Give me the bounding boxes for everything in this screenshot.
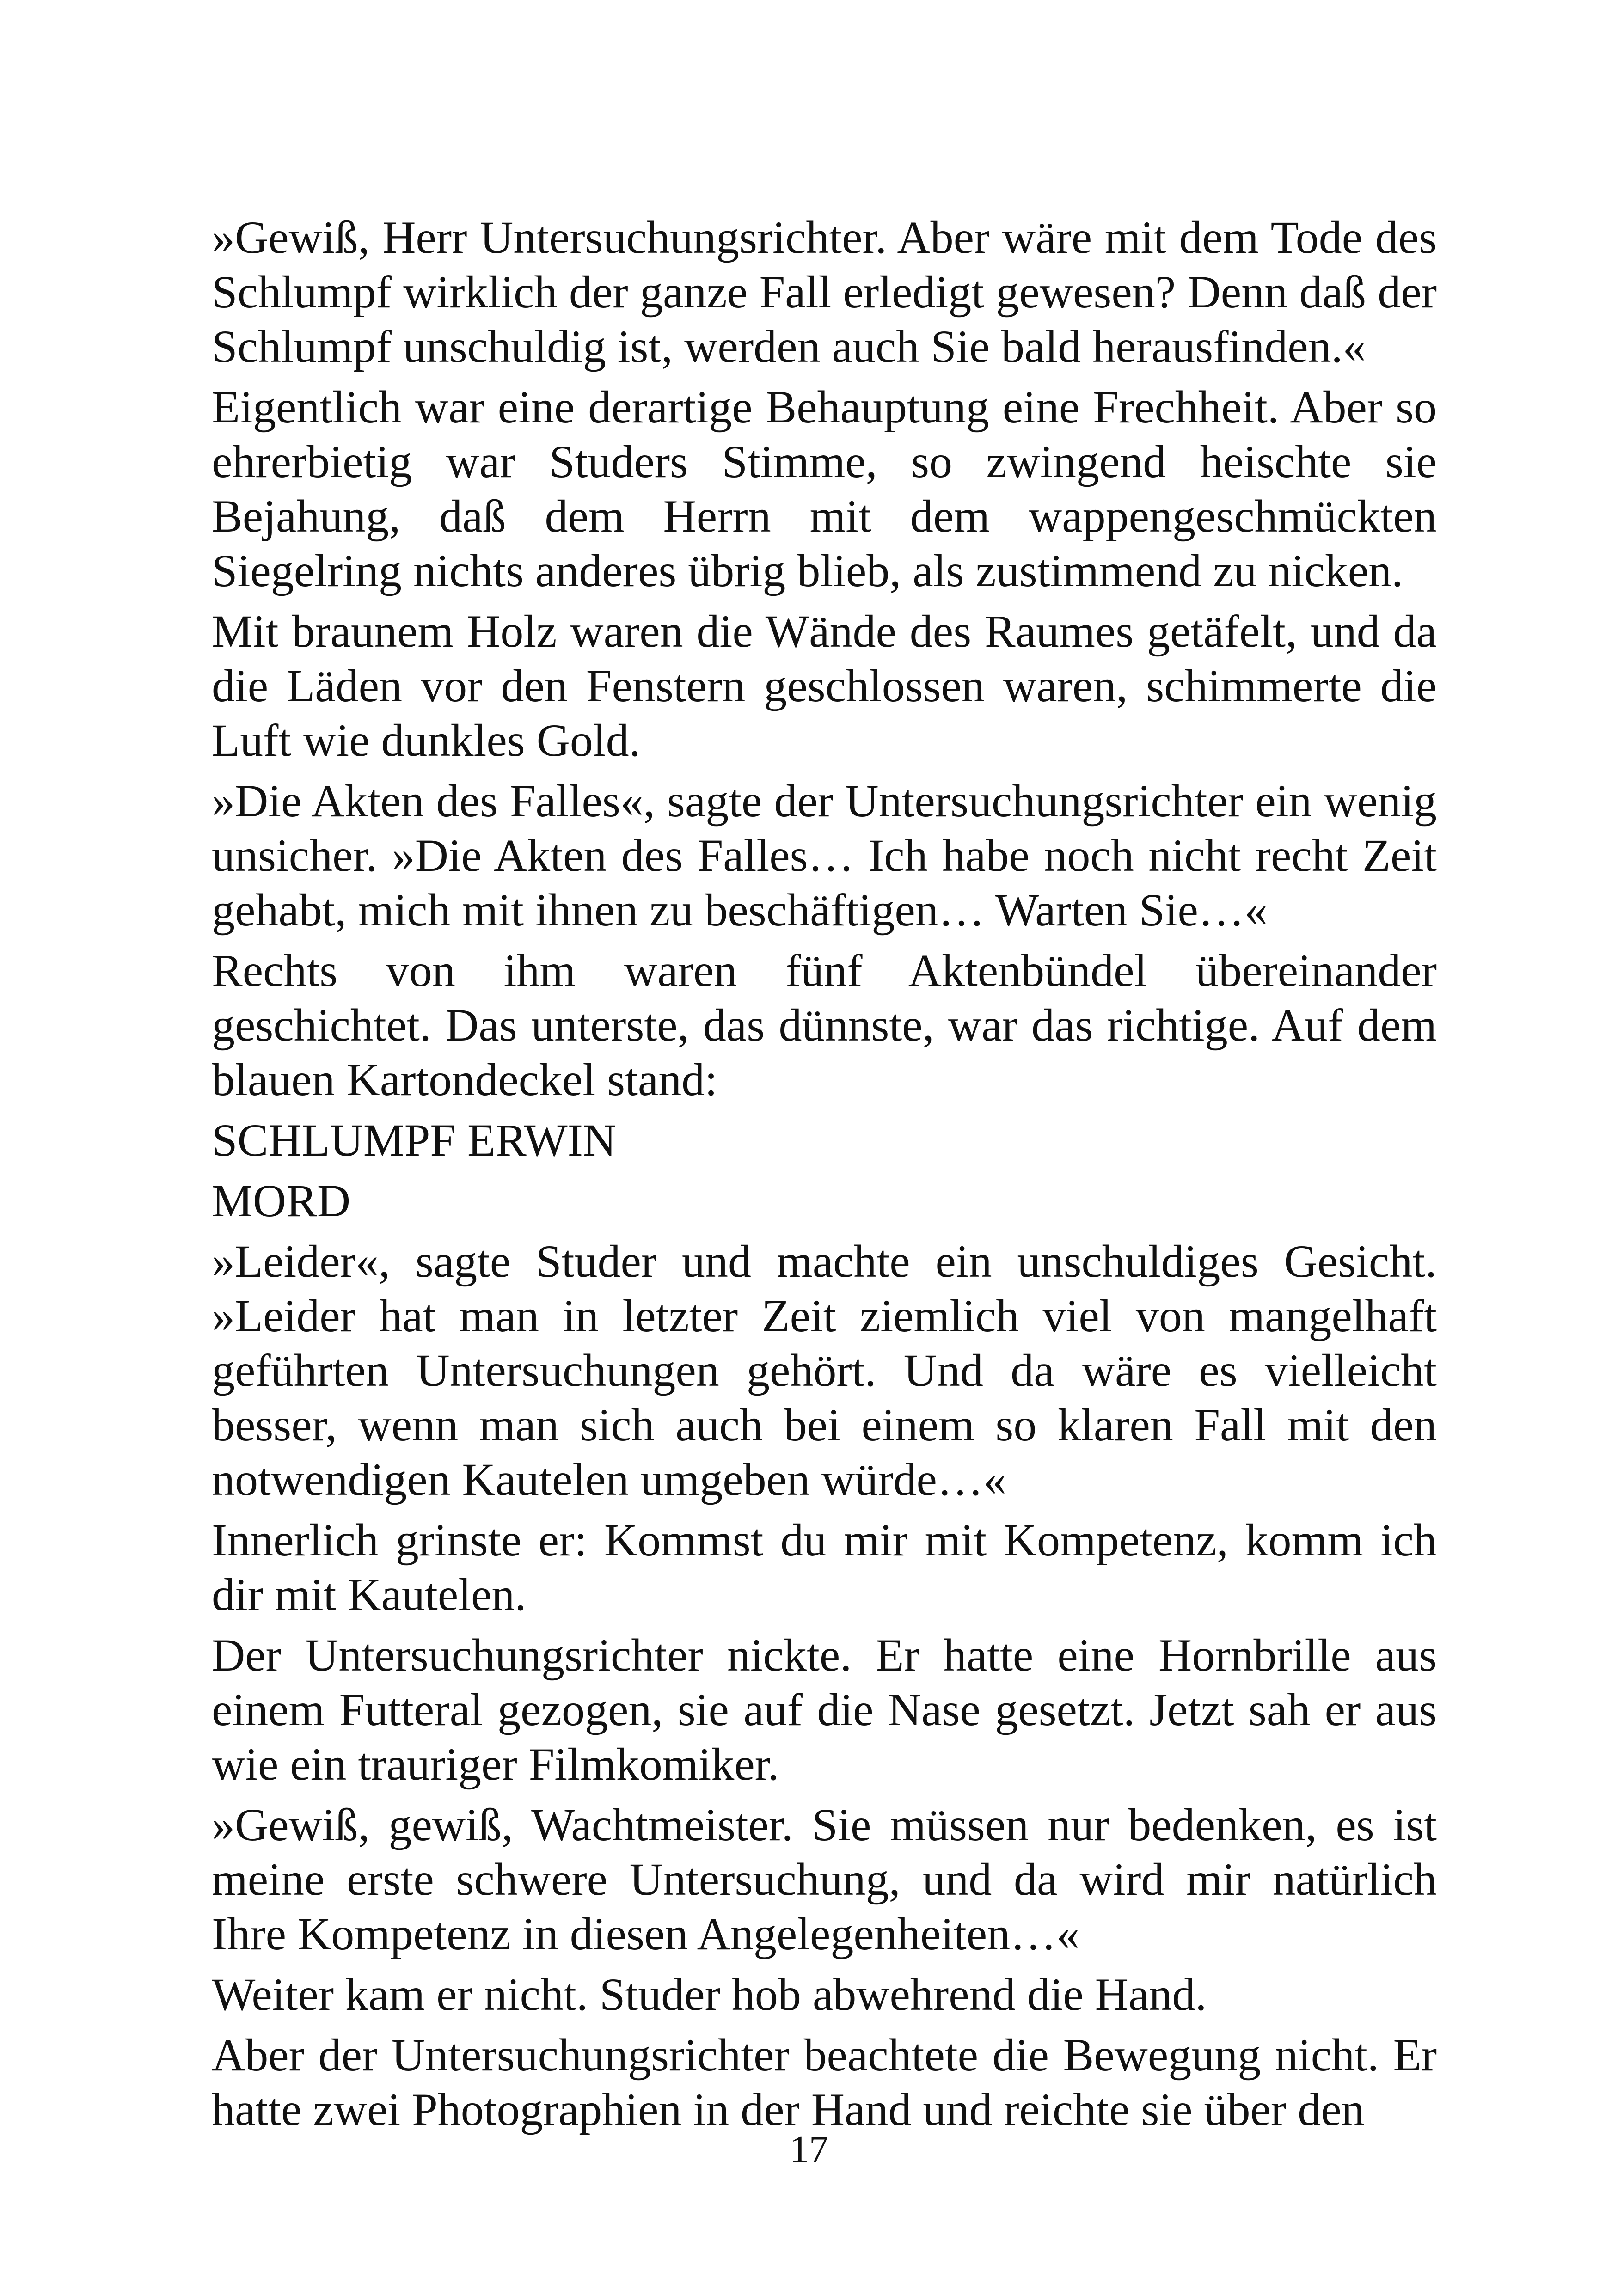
paragraph: Eigentlich war eine derartige Behauptung eine Frechheit. Aber so ehrerbietig war Studers Stimme, so zwingend heischte sie Bejahung, daß dem Herrn mit dem wappengeschmückten Siegelring nichts anderes übrig blieb, als zustimmend zu nicken. — [212, 381, 1437, 596]
file-label-name: SCHLUMPF ERWIN — [212, 1114, 617, 1166]
body-text — [212, 210, 1437, 2143]
paragraph: »Leider«, sagte Studer und machte ein unschuldiges Gesicht. »Leider hat man in letzter Zeit ziemlich viel von mangelhaft geführten Untersuchungen gehört. Und da wäre es vielleicht besser, wenn man sich auch bei einem so klaren Fall mit den notwendigen Kautelen umgeben würde…« — [212, 1236, 1437, 1505]
paragraph: Aber der Untersuchungsrichter beachtete die Bewegung nicht. Er hatte zwei Photographien in der Hand und reichte sie über den — [212, 2029, 1437, 2135]
paragraph: Weiter kam er nicht. Studer hob abwehrend die Hand. — [212, 1969, 1207, 2020]
paragraph: »Gewiß, Herr Untersuchungsrichter. Aber wäre mit dem Tode des Schlumpf wirklich der ganze Fall erledigt gewesen? Denn daß der Schlumpf unschuldig ist, werden auch Sie bald herausfinden.« — [212, 212, 1437, 372]
paragraph: »Die Akten des Falles«, sagte der Untersuchungsrichter ein wenig unsicher. »Die Akten des Falles… Ich habe noch nicht recht Zeit gehabt, mich mit ihnen zu beschäftigen… Warten Sie…« — [212, 775, 1437, 936]
file-label-charge: MORD — [212, 1175, 351, 1226]
paragraph: Rechts von ihm waren fünf Aktenbündel übereinander geschichtet. Das unterste, das dünnste, war das richtige. Auf dem blauen Kartondeckel stand: — [212, 945, 1437, 1105]
paragraph: Innerlich grinste er: Kommst du mir mit Kompetenz, komm ich dir mit Kautelen. — [212, 1514, 1437, 1620]
paragraph: »Gewiß, gewiß, Wachtmeister. Sie müssen nur bedenken, es ist meine erste schwere Untersuchung, und da wird mir natürlich Ihre Kompetenz in diesen Angelegenheiten…« — [212, 1799, 1437, 1959]
page-number: 17 — [790, 2128, 828, 2171]
paragraph: Der Untersuchungsrichter nickte. Er hatte eine Hornbrille aus einem Futteral gezogen, sie auf die Nase gesetzt. Jetzt sah er aus wie ein trauriger Filmkomiker. — [212, 1629, 1437, 1790]
paragraph: Mit braunem Holz waren die Wände des Raumes getäfelt, und da die Läden vor den Fenstern geschlossen waren, schimmerte die Luft wie dunkles Gold. — [212, 606, 1437, 766]
